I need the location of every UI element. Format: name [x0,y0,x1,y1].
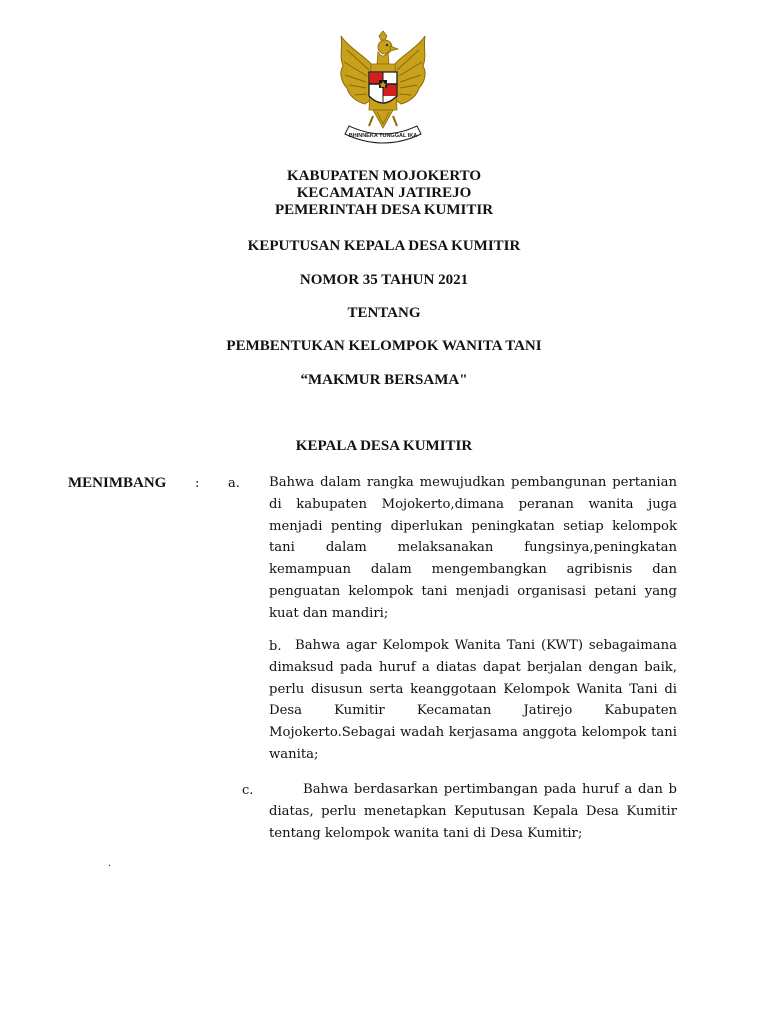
item-c-text: Bahwa berdasarkan pertimbangan pada huruf a dan b diatas, perlu menetapkan Keputusan Kepala Desa Kumitir tentang kelompok wanita tani di Desa Kumitir; [269,782,677,841]
decree-title: KEPUTUSAN KEPALA DESA KUMITIR [247,238,521,254]
header-district: KECAMATAN JATIREJO [296,185,472,201]
emblem-motto: BHINNEKA TUNGGAL IKA [348,133,418,139]
decree-number: NOMOR 35 TAHUN 2021 [299,272,469,288]
item-a-text: Bahwa dalam rangka mewujudkan pembangunan pertanian di kabupaten Mojokerto,dimana peranan wanita juga menjadi penting diperlukan peningkatan setiap kelompok tani dalam melaksanakan fungsinya,peningkatan kemampuan dalam mengembangkan agribisnis dan penguatan kelompok tani menjadi organisasi petani yang kuat dan mandiri; [269,475,677,621]
considering-colon: : [195,476,200,491]
item-b-text: Bahwa agar Kelompok Wanita Tani (KWT) sebagaimana dimaksud pada huruf a diatas dapat berjalan dengan baik, perlu disusun serta keanggotaan Kelompok Wanita Tani di Desa Kumitir Kecamatan Jatirejo Kabupaten Mojokerto.Sebagai wadah kerjasama anggota kelompok tani wanita; [269,638,677,762]
decree-group-name: “MAKMUR BERSAMA" [300,372,468,388]
footer-mark: . [108,858,112,869]
item-c-marker: c. [242,783,254,798]
header-regency: KABUPATEN MOJOKERTO [286,168,482,184]
decree-subject: PEMBENTUKAN KELOMPOK WANITA TANI [226,338,542,354]
authority-heading: KEPALA DESA KUMITIR [295,438,473,454]
item-b-marker: b. [269,639,282,654]
header-village-government: PEMERINTAH DESA KUMITIR [274,202,494,218]
garuda-emblem-icon [335,30,431,154]
considering-label: MENIMBANG [68,475,167,491]
item-a-marker: a. [228,476,240,491]
decree-about: TENTANG [347,305,421,321]
